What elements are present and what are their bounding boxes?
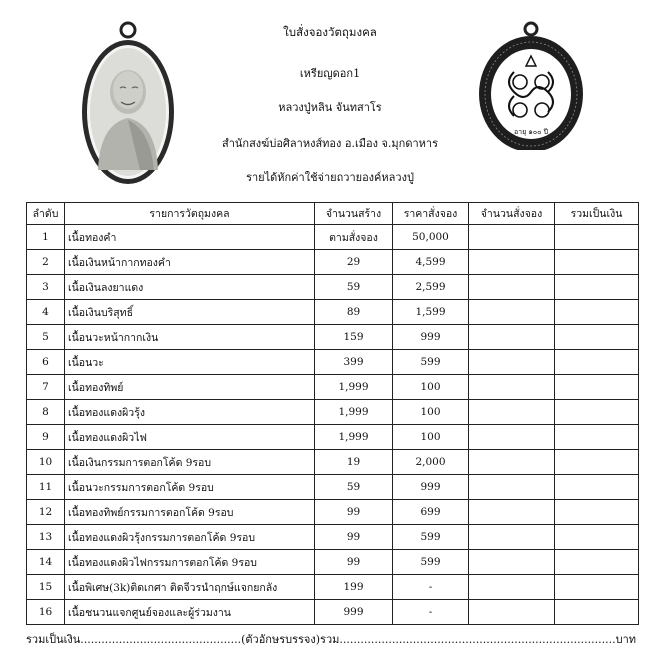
row-number: 15 xyxy=(27,575,65,600)
monk-name: หลวงปู่หลิน จันทสาโร xyxy=(278,101,382,114)
col-header-no: ลำดับ xyxy=(27,203,65,225)
order-quantity-cell[interactable] xyxy=(469,350,555,375)
col-header-order-qty: จำนวนสั่งจอง xyxy=(469,203,555,225)
row-total-cell[interactable] xyxy=(555,425,639,450)
order-quantity-cell[interactable] xyxy=(469,500,555,525)
order-price: 599 xyxy=(393,525,469,550)
table-row xyxy=(27,600,639,625)
item-name: เนื้อทองแดงผิวไฟกรรมการตอกโค้ด 9รอบ xyxy=(65,550,315,575)
row-total-cell[interactable] xyxy=(555,275,639,300)
currency-unit: บาท xyxy=(615,633,637,646)
order-quantity-cell[interactable] xyxy=(469,425,555,450)
row-number: 14 xyxy=(27,550,65,575)
item-name: เนื้อทองคำ xyxy=(65,225,315,250)
row-number: 16 xyxy=(27,600,65,625)
quantity-made: 59 xyxy=(315,275,393,300)
row-number: 6 xyxy=(27,350,65,375)
col-header-quantity-made: จำนวนสร้าง xyxy=(315,203,393,225)
order-price: - xyxy=(393,600,469,625)
order-price: 1,599 xyxy=(393,300,469,325)
order-quantity-cell[interactable] xyxy=(469,600,555,625)
row-total-cell[interactable] xyxy=(555,350,639,375)
table-row xyxy=(27,300,639,325)
item-name: เนื้อเงินหน้ากากทองคำ xyxy=(65,250,315,275)
row-total-cell[interactable] xyxy=(555,325,639,350)
quantity-made: 159 xyxy=(315,325,393,350)
order-price: 999 xyxy=(393,475,469,500)
quantity-made: 19 xyxy=(315,450,393,475)
quantity-made: 1,999 xyxy=(315,425,393,450)
order-quantity-cell[interactable] xyxy=(469,475,555,500)
row-number: 9 xyxy=(27,425,65,450)
table-row xyxy=(27,475,639,500)
quantity-made: 1,999 xyxy=(315,400,393,425)
row-total-cell[interactable] xyxy=(555,575,639,600)
order-price: 699 xyxy=(393,500,469,525)
item-name: เนื้อทองทิพย์กรรมการตอกโค้ด 9รอบ xyxy=(65,500,315,525)
coin-name: เหรียญดอก1 xyxy=(299,67,361,80)
quantity-made: 99 xyxy=(315,525,393,550)
table-row xyxy=(27,550,639,575)
item-name: เนื้อทองทิพย์ xyxy=(65,375,315,400)
item-name: เนื้อพิเศษ(3k)ติดเกศา ติดจีวรนำฤกษ์แจกยกลัง xyxy=(65,575,315,600)
order-quantity-cell[interactable] xyxy=(469,450,555,475)
item-name: เนื้อนวะหน้ากากเงิน xyxy=(65,325,315,350)
row-total-cell[interactable] xyxy=(555,550,639,575)
item-name: เนื้อนวะกรรมการตอกโค้ด 9รอบ xyxy=(65,475,315,500)
row-total-cell[interactable] xyxy=(555,375,639,400)
item-name: เนื้อทองแดงผิวรุ้งกรรมการตอกโค้ด 9รอบ xyxy=(65,525,315,550)
order-quantity-cell[interactable] xyxy=(469,225,555,250)
row-total-cell[interactable] xyxy=(555,450,639,475)
order-price: 599 xyxy=(393,350,469,375)
item-name: เนื้อชนวนแจกศูนย์จองและผู้ร่วมงาน xyxy=(65,600,315,625)
total-footer xyxy=(26,630,636,648)
row-number: 2 xyxy=(27,250,65,275)
row-number: 10 xyxy=(27,450,65,475)
medal-back-image xyxy=(476,20,586,150)
table-row xyxy=(27,400,639,425)
row-number: 7 xyxy=(27,375,65,400)
item-name: เนื้อเงินกรรมการตอกโค้ด 9รอบ xyxy=(65,450,315,475)
table-header-row xyxy=(27,203,639,225)
row-total-cell[interactable] xyxy=(555,300,639,325)
quantity-made: 399 xyxy=(315,350,393,375)
total-amount-field[interactable]: .............................................. xyxy=(80,633,242,646)
order-quantity-cell[interactable] xyxy=(469,525,555,550)
order-quantity-cell[interactable] xyxy=(469,550,555,575)
row-number: 12 xyxy=(27,500,65,525)
row-total-cell[interactable] xyxy=(555,525,639,550)
medal-front-image xyxy=(78,20,178,190)
form-title: ใบสั่งจองวัตถุมงคล xyxy=(283,25,377,39)
purpose-note: รายได้หักค่าใช้จ่ายถวายองค์หลวงปู่ xyxy=(246,171,414,184)
item-name: เนื้อเงินลงยาแดง xyxy=(65,275,315,300)
table-row xyxy=(27,225,639,250)
order-quantity-cell[interactable] xyxy=(469,375,555,400)
order-quantity-cell[interactable] xyxy=(469,575,555,600)
row-number: 1 xyxy=(27,225,65,250)
row-number: 4 xyxy=(27,300,65,325)
row-total-cell[interactable] xyxy=(555,500,639,525)
total-label: รวมเป็นเงิน xyxy=(26,633,81,646)
item-name: เนื้อทองแดงผิวรุ้ง xyxy=(65,400,315,425)
svg-text:อายุ ๑๐๐ ปี: อายุ ๑๐๐ ปี xyxy=(513,128,549,136)
order-quantity-cell[interactable] xyxy=(469,400,555,425)
col-header-total: รวมเป็นเงิน xyxy=(555,203,639,225)
table-row xyxy=(27,575,639,600)
row-total-cell[interactable] xyxy=(555,600,639,625)
table-row xyxy=(27,325,639,350)
order-price: 599 xyxy=(393,550,469,575)
order-price: 2,599 xyxy=(393,275,469,300)
order-price: 100 xyxy=(393,425,469,450)
order-price: 100 xyxy=(393,375,469,400)
quantity-made: 99 xyxy=(315,550,393,575)
table-row xyxy=(27,350,639,375)
temple-name: สำนักสงฆ์บ่อศิลาหงส์ทอง อ.เมือง จ.มุกดาหาร xyxy=(222,137,438,150)
order-quantity-cell[interactable] xyxy=(469,275,555,300)
quantity-made: 89 xyxy=(315,300,393,325)
order-price: 2,000 xyxy=(393,450,469,475)
row-total-cell[interactable] xyxy=(555,250,639,275)
col-header-item: รายการวัตถุมงคล xyxy=(65,203,315,225)
table-row xyxy=(27,450,639,475)
quantity-made: 199 xyxy=(315,575,393,600)
quantity-made: 59 xyxy=(315,475,393,500)
table-row xyxy=(27,275,639,300)
order-table xyxy=(26,202,639,625)
order-quantity-cell[interactable] xyxy=(469,325,555,350)
order-price: 50,000 xyxy=(393,225,469,250)
row-number: 3 xyxy=(27,275,65,300)
table-row xyxy=(27,250,639,275)
table-row xyxy=(27,525,639,550)
table-row xyxy=(27,425,639,450)
order-price: 4,599 xyxy=(393,250,469,275)
quantity-made: 1,999 xyxy=(315,375,393,400)
row-total-cell[interactable] xyxy=(555,475,639,500)
table-row xyxy=(27,375,639,400)
quantity-made: 29 xyxy=(315,250,393,275)
order-price: 100 xyxy=(393,400,469,425)
item-name: เนื้อนวะ xyxy=(65,350,315,375)
item-name: เนื้อทองแดงผิวไฟ xyxy=(65,425,315,450)
row-total-cell[interactable] xyxy=(555,400,639,425)
row-number: 8 xyxy=(27,400,65,425)
order-price: 999 xyxy=(393,325,469,350)
row-number: 11 xyxy=(27,475,65,500)
col-header-price: ราคาสั่งจอง xyxy=(393,203,469,225)
total-words-field[interactable]: ............................................................................... xyxy=(339,633,616,646)
row-total-cell[interactable] xyxy=(555,225,639,250)
quantity-made: ตามสั่งจอง xyxy=(315,225,393,250)
row-number: 13 xyxy=(27,525,65,550)
item-name: เนื้อเงินบริสุทธิ์ xyxy=(65,300,315,325)
order-quantity-cell[interactable] xyxy=(469,250,555,275)
table-row xyxy=(27,500,639,525)
order-quantity-cell[interactable] xyxy=(469,300,555,325)
row-number: 5 xyxy=(27,325,65,350)
order-price: - xyxy=(393,575,469,600)
quantity-made: 99 xyxy=(315,500,393,525)
quantity-made: 999 xyxy=(315,600,393,625)
words-label: (ตัวอักษรบรรจง)รวม xyxy=(241,633,340,646)
